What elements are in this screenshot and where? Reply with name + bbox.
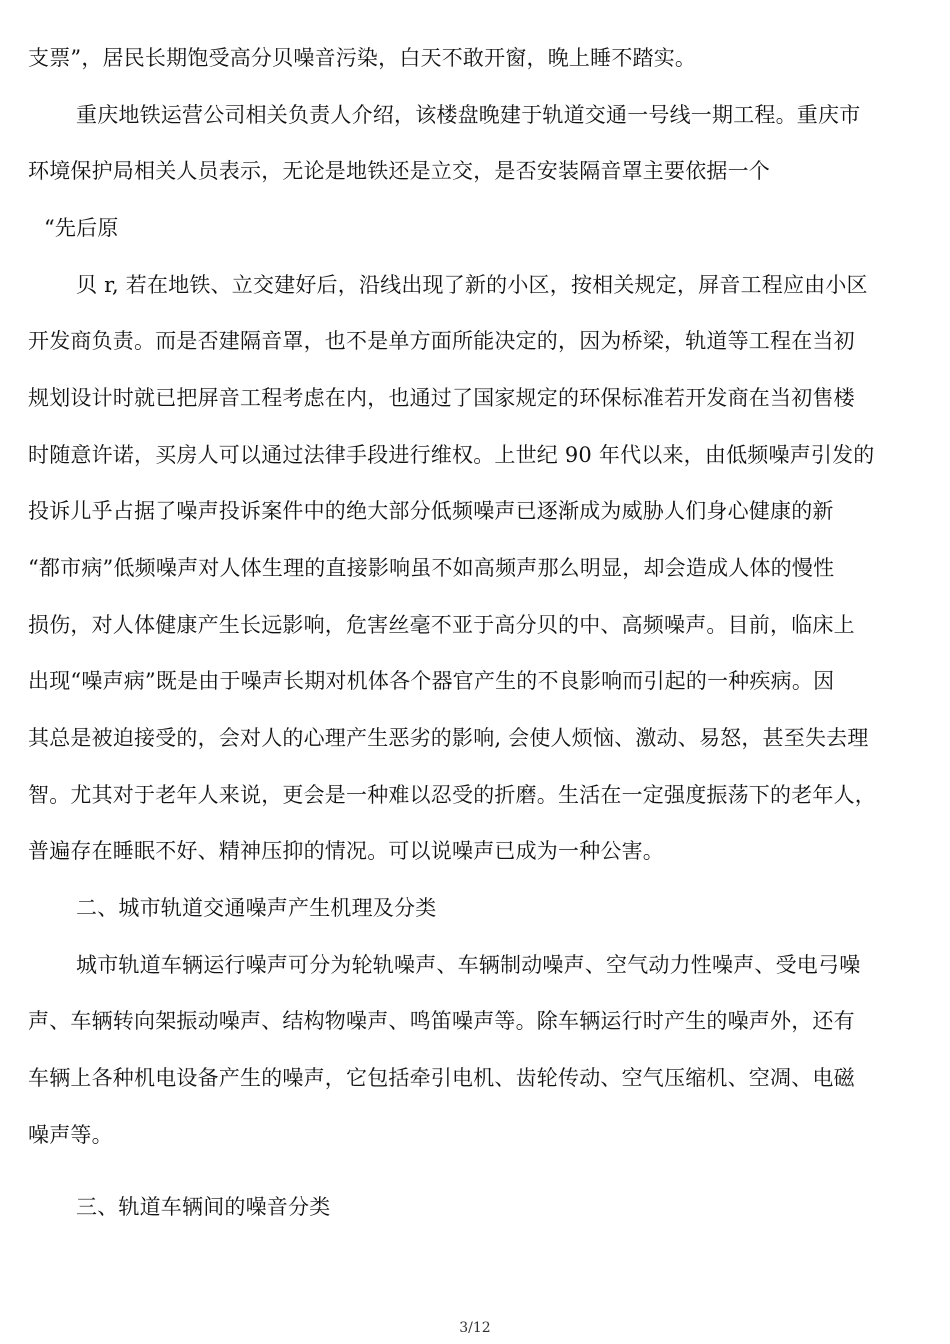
body-text-line: 损伤，对人体健康产生长远影响，危害丝毫不亚于高分贝的中、高频噪声。目前，临床上 [28, 613, 855, 637]
body-text-line: 智。尤其对于老年人来说，更会是一种难以忍受的折磨。生活在一定强度振荡下的老年人， [28, 783, 876, 807]
body-text-line: 声、车辆转向架振动噪声、结构物噪声、鸣笛噪声等。除车辆运行时产生的噪声外，还有 [28, 1009, 855, 1033]
body-text-line: 贝 r, 若在地铁、立交建好后，沿线出现了新的小区，按相关规定，屏音工程应由小区 [76, 273, 868, 297]
body-text-line: 普遍存在睡眠不好、精神压抑的情况。可以说噪声已成为一种公害。 [28, 839, 664, 863]
page-number: 3/12 [459, 1320, 491, 1336]
body-text-line: 投诉儿乎占据了噪声投诉案件中的绝大部分低频噪声已逐渐成为威胁人们身心健康的新 [28, 499, 834, 523]
body-text-line: 重庆地铁运营公司相关负责人介绍，该楼盘晚建于轨道交通一号线一期工程。重庆市 [76, 103, 861, 127]
body-text-line: “先后原 [44, 216, 119, 240]
body-text-line: 城市轨道车辆运行噪声可分为轮轨噪声、车辆制动噪声、空气动力性噪声、受电弓噪 [76, 953, 861, 977]
body-text-line: 开发商负责。而是否建隔音罩，也不是单方面所能决定的，因为桥梁，轨道等工程在当初 [28, 329, 855, 353]
section-heading: 三、轨道车辆间的噪音分类 [76, 1195, 331, 1219]
body-text-line: 环境保护局相关人员表示，无论是地铁还是立交，是否安装隔音罩主要依据一个 [28, 159, 770, 183]
body-text-line: 出现“噪声病”既是由于噪声长期对机体各个器官产生的不良影响而引起的一种疾病。因 [28, 669, 835, 693]
body-text-line: 其总是被迫接受的，会对人的心理产生恶劣的影响, 会使人烦恼、激动、易怒，甚至失去理 [28, 726, 869, 750]
body-text-line: 车辆上各种机电设备产生的噪声，它包括牵引电机、齿轮传动、空气压缩机、空凋、电磁 [28, 1066, 855, 1090]
body-text-line: 噪声等。 [28, 1123, 113, 1147]
body-text-line: 规划设计时就已把屏音工程考虑在内，也通过了国家规定的环保标准若开发商在当初售楼 [28, 386, 855, 410]
body-text-line: 时随意许诺，买房人可以通过法律手段进行维权。上世纪 90 年代以来，由低频噪声引发的 [28, 443, 875, 467]
section-heading: 二、城市轨道交通噪声产生机理及分类 [76, 896, 437, 920]
body-text-line: 支票”，居民长期饱受高分贝噪音污染，白天不敢开窗，晚上睡不踏实。 [28, 46, 697, 70]
body-text-line: “都市病”低频噪声对人体生理的直接影响虽不如高频声那么明显，却会造成人体的慢性 [28, 556, 835, 580]
